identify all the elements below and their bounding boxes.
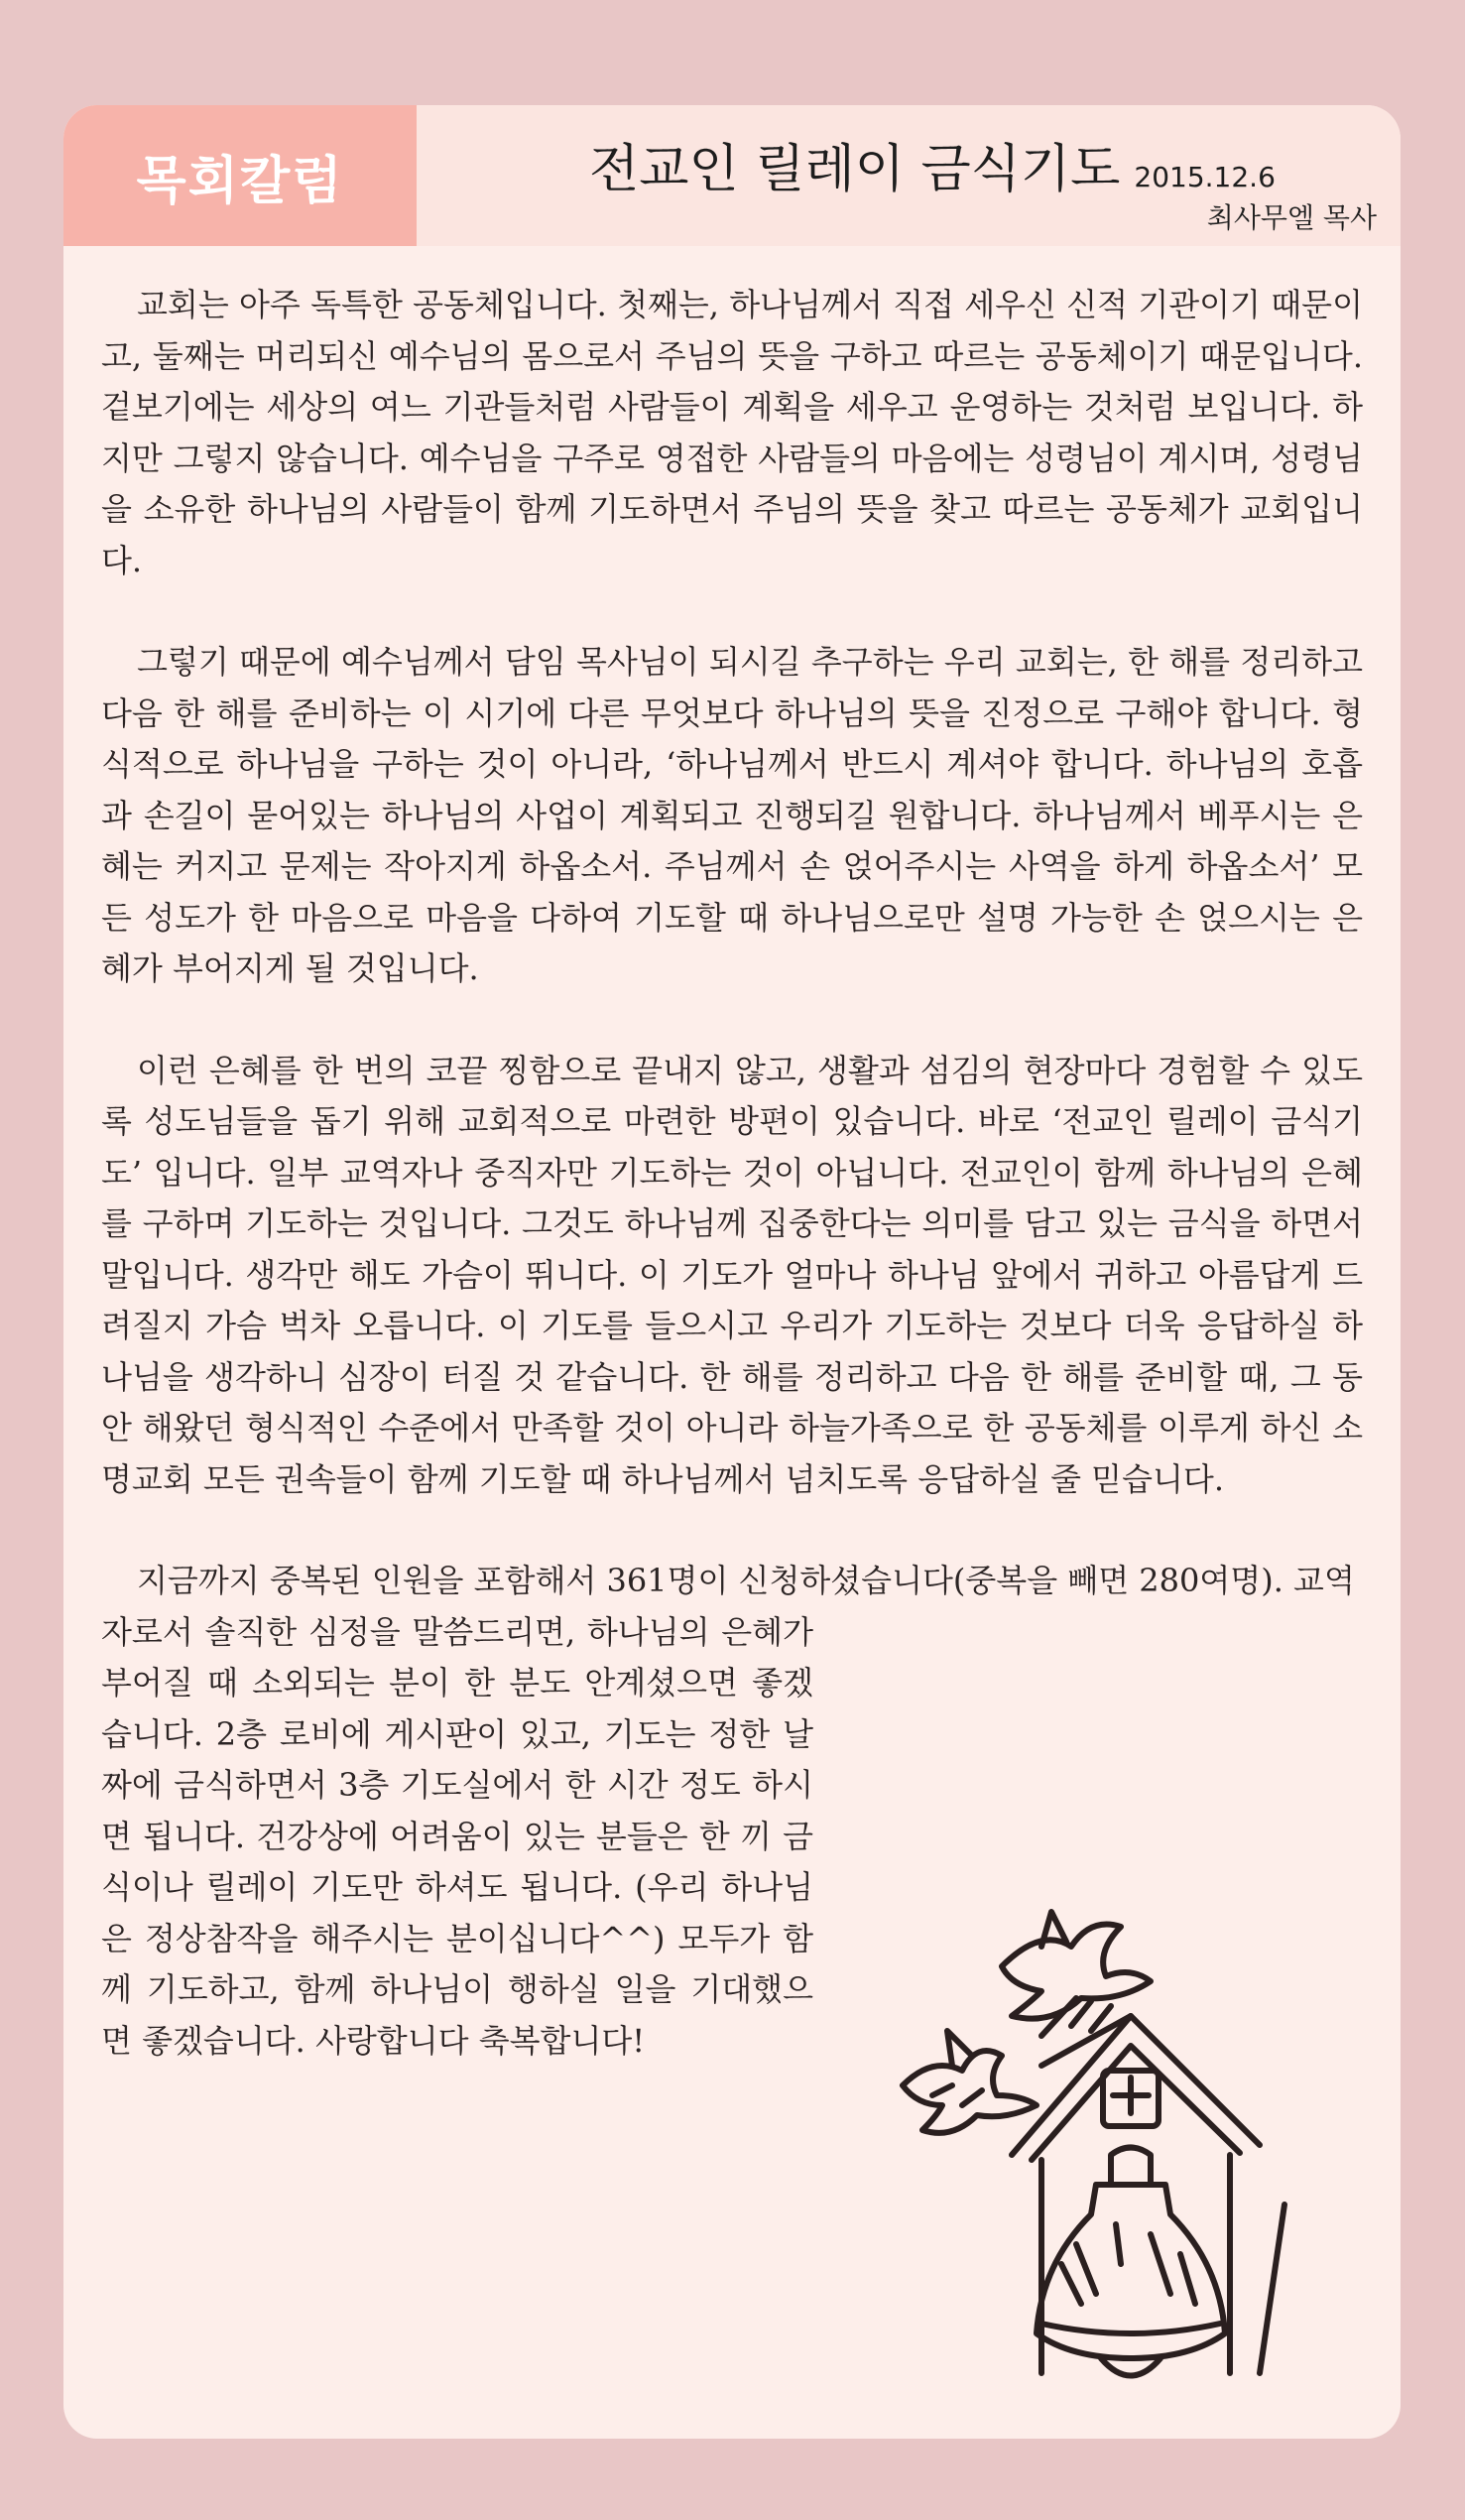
column-date: 2015.12.6 [1134, 161, 1276, 193]
paragraph-4-rest: 자로서 솔직한 심정을 말씀드리면, 하나님의 은혜가 부어질 때 소외되는 분이 한 분도 안계셨으면 좋겠습니다. 2층 로비에 게시판이 있고, 기도는 정한 날짜에 금식하면서 3층 기도실에서 한 시간 정도 하시면 됩니다. 건강상에 어려움이 있는 분들은 한 끼 금식이나 릴레이 기도만 하셔도 됩니다. (우리 하나님은 정상참작을 해주시는 분이십니다^^) 모두가 함께 기도하고, 함께 하나님이 행하실 일을 기대했으면 좋겠습니다. 사랑합니다 축복합니다! [101, 1612, 813, 2060]
column-author: 최사무엘 목사 [1206, 201, 1377, 234]
paragraph-2: 그렇기 때문에 예수님께서 담임 목사님이 되시길 추구하는 우리 교회는, 한 해를 정리하고 다음 한 해를 준비하는 이 시기에 다른 무엇보다 하나님의 뜻을 진정으로 구해야 합니다. 형식적으로 하나님을 구하는 것이 아니라, ‘하나님께서 반드시 계셔야 합니다. 하나님의 호흡과 손길이 묻어있는 하나님의 사업이 계획되고 진행되길 원합니다. 하나님께서 베푸시는 은혜는 커지고 문제는 작아지게 하옵소서. 주님께서 손 얹어주시는 사역을 하게 하옵소서’ 모든 성도가 한 마음으로 마음을 다하여 기도할 때 하나님으로만 설명 가능한 손 얹으시는 은혜가 부어지게 될 것입니다. [101, 643, 1363, 987]
column-label-box [63, 105, 417, 246]
column-header [63, 105, 1401, 246]
title-group [589, 127, 1276, 201]
column-card [63, 105, 1401, 2439]
doves-and-bell-icon [893, 1907, 1309, 2413]
column-title: 전교인 릴레이 금식기도 [589, 140, 1121, 199]
paragraph-4-first-line: 지금까지 중복된 인원을 포함해서 361명이 신청하셨습니다(중복을 빼면 280여명). 교역 [137, 1562, 1355, 1599]
paragraph-1: 교회는 아주 독특한 공동체입니다. 첫째는, 하나님께서 직접 세우신 신적 기관이기 때문이고, 둘째는 머리되신 예수님의 몸으로서 주님의 뜻을 구하고 따르는 공동체이기 때문입니다. 겉보기에는 세상의 여느 기관들처럼 사람들이 계획을 세우고 운영하는 것처럼 보입니다. 하지만 그렇지 않습니다. 예수님을 구주로 영접한 사람들의 마음에는 성령님이 계시며, 성령님을 소유한 하나님의 사람들이 함께 기도하면서 주님의 뜻을 찾고 따르는 공동체가 교회입니다. [101, 286, 1363, 579]
column-body [101, 280, 1363, 2067]
paragraph-3: 이런 은혜를 한 번의 코끝 찡함으로 끝내지 않고, 생활과 섬김의 현장마다 경험할 수 있도록 성도님들을 돕기 위해 교회적으로 마련한 방편이 있습니다. 바로 ‘전교인 릴레이 금식기도’ 입니다. 일부 교역자나 중직자만 기도하는 것이 아닙니다. 전교인이 함께 하나님의 은혜를 구하며 기도하는 것입니다. 그것도 하나님께 집중한다는 의미를 담고 있는 금식을 하면서 말입니다. 생각만 해도 가슴이 뛰니다. 이 기도가 얼마나 하나님 앞에서 귀하고 아름답게 드려질지 가슴 벅차 오릅니다. 이 기도를 들으시고 우리가 기도하는 것보다 더욱 응답하실 하나님을 생각하니 심장이 터질 것 같습니다. 한 해를 정리하고 다음 한 해를 준비할 때, 그 동안 해왔던 형식적인 수준에서 만족할 것이 아니라 하늘가족으로 한 공동체를 이루게 하신 소명교회 모든 권속들이 함께 기도할 때 하나님께서 넘치도록 응답하실 줄 믿습니다. [101, 1051, 1363, 1498]
column-label: 목회칼럼 [136, 151, 344, 211]
